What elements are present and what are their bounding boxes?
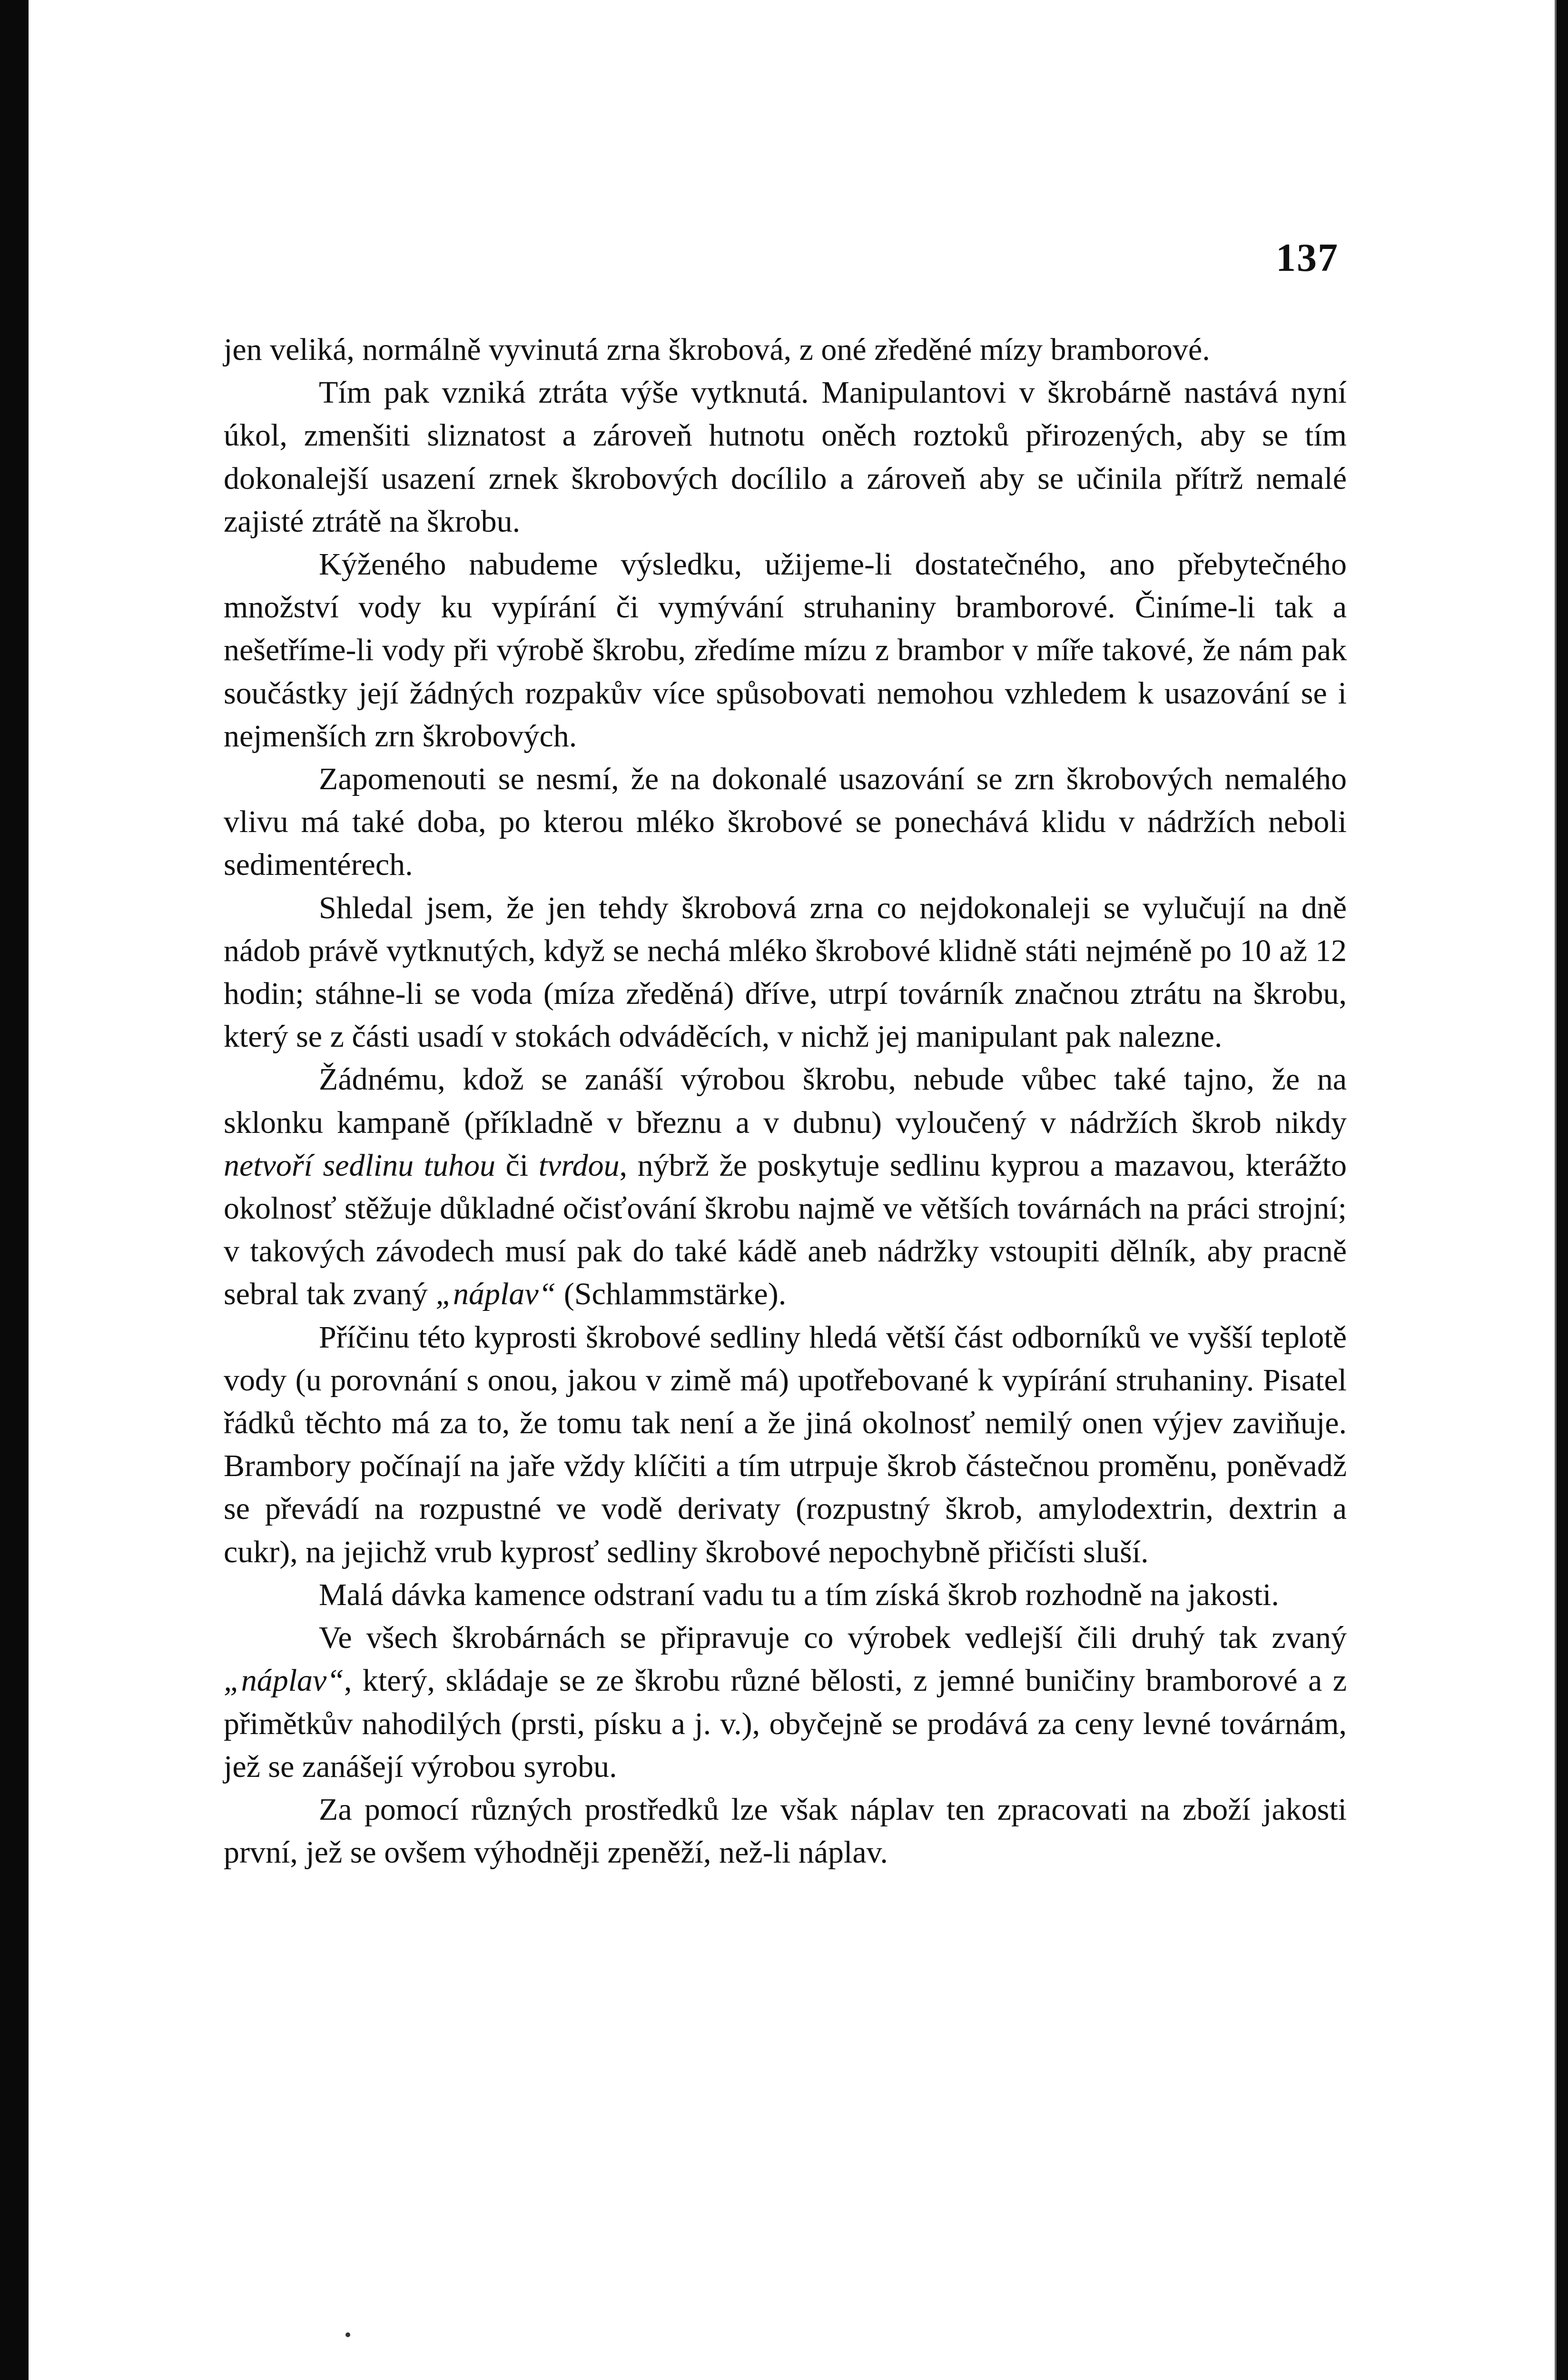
text-run: Zapomenouti se nesmí, že na dokonalé usazování se zrn škrobových nemalého vlivu má také doba, po kterou mléko škrobové se ponechává klidu v nádržích neboli sedimentérech.	[224, 762, 1347, 883]
paragraph	[224, 1616, 1347, 1788]
text-run: (Schlammstärke).	[556, 1277, 787, 1312]
paragraph	[224, 887, 1347, 1059]
text-run: či	[495, 1148, 539, 1183]
paragraph	[224, 543, 1347, 758]
paragraph	[224, 371, 1347, 543]
paragraph	[224, 1316, 1347, 1574]
text-run: jen veliká, normálně vyvinutá zrna škrobová, z oné zředěné mízy bramborové.	[224, 332, 1210, 367]
text-run: Žádnému, kdož se zanáší výrobou škrobu, nebude vůbec také tajno, že na sklonku kampaně (příkladně v březnu a v dubnu) vyloučený v nádržích škrob nikdy	[224, 1062, 1347, 1140]
text-run: Příčinu této kyprosti škrobové sedliny hledá větší část odborníků ve vyšší teplotě vody (u porovnání s onou, jakou v zimě má) upotřebované k vypírání struhaniny. Pisatel řádků těchto má za to, že tomu tak není a že jiná okolnosť nemilý onen výjev zaviňuje. Brambory počínají na jaře vždy klíčiti a tím utrpuje škrob částečnou proměnu, poněvadž se převádí na rozpustné ve vodě derivaty (rozpustný škrob, amylodextrin, dextrin a cukr), na jejichž vrub kyprosť sedliny škrobové nepochybně přičísti sluší.	[224, 1319, 1347, 1569]
text-run: Za pomocí různých prostředků lze však náplav ten zpracovati na zboží jakosti první, jež se ovšem výhodněji zpeněží, než-li náplav.	[224, 1792, 1347, 1870]
paragraph	[224, 758, 1347, 887]
text-run: , nýbrž že poskytuje sedlinu kyprou a mazavou, kterážto okolnosť stěžuje důkladné očisťování škrobu najmě ve větších továrnách na práci strojní; v takových závodech musí pak do také kádě aneb nádržky vstoupiti dělník, aby pracně sebral tak zvaný	[224, 1148, 1347, 1312]
text-run: , který, skládaje se ze škrobu různé bělosti, z jemné buničiny bramborové a z přimětkův nahodilých (prsti, písku a j. v.), obyčejně se prodává za ceny levné továrnám, jež se zanášejí výrobou syrobu.	[224, 1663, 1347, 1784]
text-run: Kýženého nabudeme výsledku, užijeme-li dostatečného, ano přebytečného množství vody ku vypírání či vymývání struhaniny bramborové. Činíme-li tak a nešetříme-li vody při výrobě škrobu, zředíme mízu z brambor v míře takové, že nám pak součástky její žádných rozpakův více spůsobovati nemohou vzhledem k usazování se i nejmenších zrn škrobových.	[224, 547, 1347, 754]
scan-border-right	[1557, 0, 1568, 2380]
paragraph	[224, 328, 1347, 371]
italic-phrase: netvoří sedlinu tuhou	[224, 1148, 495, 1183]
italic-phrase: „náplav“	[435, 1277, 556, 1312]
page-number: 137	[1276, 236, 1339, 280]
body-text	[224, 328, 1347, 1874]
text-run: Tím pak vzniká ztráta výše vytknutá. Manipulantovi v škrobárně nastává nyní úkol, zmenšiti sliznatost a zároveň hutnotu oněch roztoků přirozených, aby se tím dokonalejší usazení zrnek škrobových docílilo a zároveň aby se učinila přítrž nemalé zajisté ztrátě na škrobu.	[224, 375, 1347, 539]
text-run: Ve všech škrobárnách se připravuje co výrobek vedlejší čili druhý tak zvaný	[319, 1620, 1347, 1656]
paragraph	[224, 1788, 1347, 1874]
scan-border-left	[0, 0, 29, 2380]
paragraph	[224, 1574, 1347, 1616]
scan-speck	[345, 2332, 350, 2337]
text-run: Shledal jsem, že jen tehdy škrobová zrna co nejdokonaleji se vylučují na dně nádob právě vytknutých, když se nechá mléko škrobové klidně státi nejméně po 10 až 12 hodin; stáhne-li se voda (míza zředěná) dříve, utrpí továrník značnou ztrátu na škrobu, který se z části usadí v stokách odváděcích, v nichž jej manipulant pak nalezne.	[224, 890, 1347, 1054]
paragraph	[224, 1058, 1347, 1316]
italic-phrase: „náplav“	[224, 1663, 345, 1698]
text-run: Malá dávka kamence odstraní vadu tu a tím získá škrob rozhodně na jakosti.	[319, 1577, 1279, 1612]
italic-phrase: tvrdou	[538, 1148, 620, 1183]
